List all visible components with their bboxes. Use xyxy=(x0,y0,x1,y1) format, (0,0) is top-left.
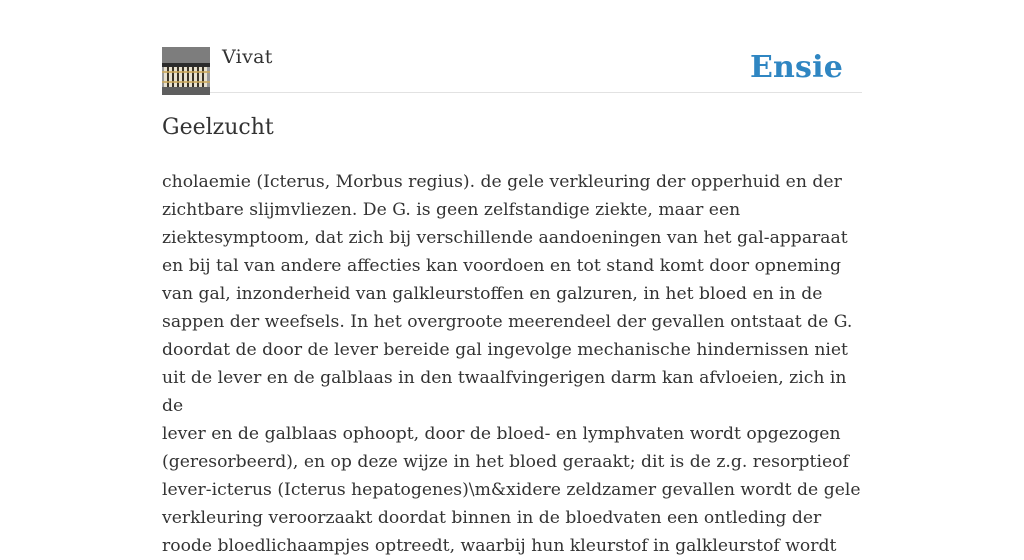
book-spines-icon xyxy=(162,47,210,95)
header xyxy=(162,46,862,93)
publisher-name[interactable]: Vivat xyxy=(222,46,273,68)
page-title: Geelzucht xyxy=(162,115,274,140)
brand-logo[interactable]: Ensie xyxy=(749,50,843,85)
article-body: cholaemie (Icterus, Morbus regius). de gele verkleuring der opperhuid en der zichtbare slijmvliezen. De G. is geen zelfstandige ziekte, maar een ziektesymptoom, dat zich bij verschillende aandoeningen van het gal-apparaat en bij tal van andere affecties kan voordoen en tot stand komt door opneming van gal, inzonderheid van galkleurstoffen en galzuren, in het bloed en in de sappen der weefsels. In het overgroote meerendeel der gevallen ontstaat de G. doordat de door de lever bereide gal ingevolge mechanische hindernissen niet uit de lever en de galblaas in den twaalfvingerigen darm kan afvloeien, zich in de lever en de galblaas ophoopt, door de bloed- en lymphvaten wordt opgezogen (geresorbeerd), en op deze wijze in het bloed geraakt; dit is de z.g. resorptieof lever-icterus (Icterus hepatogenes)\m&xidere zeldzamer gevallen wordt de gele verkleuring veroorzaakt doordat binnen in de bloedvaten een ontleding der roode bloedlichaampjes optreedt, waarbij hun kleurstof in galkleurstof wordt xyxy=(162,172,861,556)
avatar[interactable] xyxy=(162,47,210,95)
